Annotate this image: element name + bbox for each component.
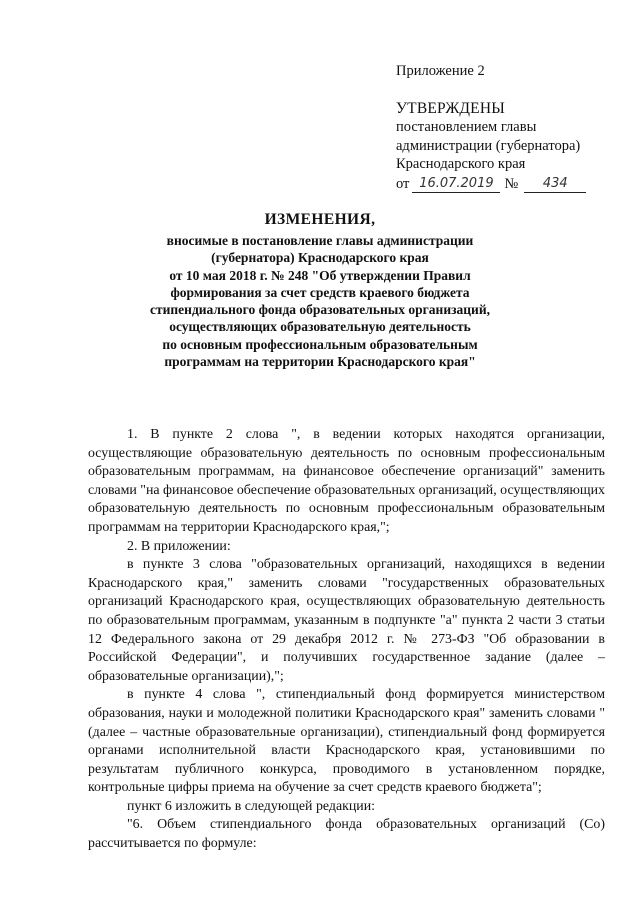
approval-line: администрации (губернатора) [396, 137, 581, 154]
body-paragraph: 1. В пункте 2 слова ", в ведении которых находятся организации, осуществляющие образовательную деятельность по основным профессиональным образовательным программам, на финансовое обеспечение организаций" заменить словами "на финансовое обеспечение образовательных организаций, осуществляющих образовательную деятельность по основным профессиональным образовательным программам на территории Краснодарского края,"; [88, 427, 605, 535]
appendix-label: Приложение 2 [396, 63, 485, 79]
number-sign: № [504, 175, 519, 192]
date-prefix: от [396, 175, 410, 192]
document-body [88, 426, 605, 854]
document-title [40, 210, 600, 370]
title-main: ИЗМЕНЕНИЯ, [264, 211, 376, 228]
approved-heading: УТВЕРЖДЕНЫ [396, 99, 505, 117]
title-line: от 10 мая 2018 г. № 248 "Об утверждении Правил [169, 267, 471, 283]
date-number-row [396, 175, 626, 194]
title-line: вносимые в постановление главы администрации [166, 233, 474, 248]
title-line: программам на территории Краснодарского края" [164, 354, 476, 370]
approval-block [396, 62, 626, 193]
title-line: стипендиального фонда образовательных организаций, [150, 302, 490, 318]
body-paragraph: 2. В приложении: [127, 538, 231, 554]
title-line: формирования за счет средств краевого бюджета [170, 284, 470, 300]
title-line: по основным профессиональным образовательным [162, 336, 478, 352]
body-paragraph: "6. Объем стипендиального фонда образовательных организаций (Сo) рассчитывается по формуле: [88, 817, 605, 852]
approval-line: Краснодарского края [396, 156, 526, 172]
title-line: осуществляющих образовательную деятельность [169, 319, 471, 335]
title-line: (губернатора) Краснодарского края [211, 250, 429, 266]
body-paragraph: в пункте 3 слова "образовательных организаций, находящихся в ведении Краснодарского края," заменить словами "государственных образовательных организаций Краснодарского края, осуществляющих образовательную деятельность по образовательным программам, указанным в подпункте "а" пункта 2 части 3 статьи 12 Федерального закона от 29 декабря 2012 г. № 273-ФЗ "Об образовании в Российской Федерации", и получивших государственное задание (далее – образовательные организации),"; [88, 557, 605, 684]
body-paragraph: в пункте 4 слова ", стипендиальный фонд формируется министерством образования, науки и молодежной политики Краснодарского края" заменить словами "(далее – частные образовательные организации), стипендиальный фонд формируется органами исполнительной власти Краснодарского края, установившими по результатам публичного конкурса, проводимого в установленном порядке, контрольные цифры приема на обучение за счет средств краевого бюджета"; [88, 687, 605, 796]
handwritten-number: 434 [524, 175, 586, 193]
handwritten-date: 16.07.2019 [412, 175, 500, 193]
body-paragraph: пункт 6 изложить в следующей редакции: [127, 798, 376, 814]
approval-line: постановлением главы [396, 119, 537, 135]
